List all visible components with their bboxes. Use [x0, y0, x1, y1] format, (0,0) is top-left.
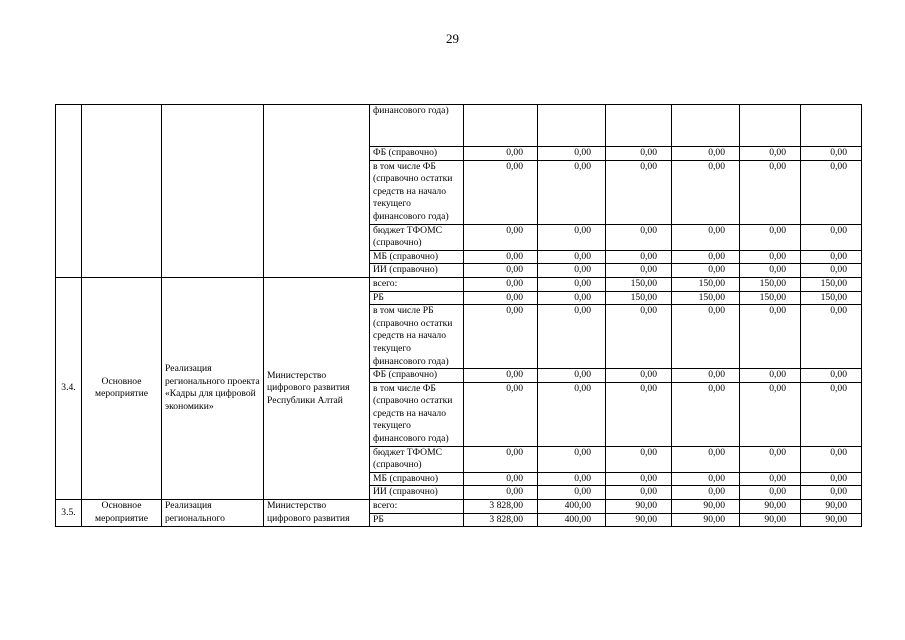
value-cell: 0,00	[464, 224, 538, 250]
value-cell: 0,00	[538, 250, 606, 264]
value-cell: 150,00	[801, 291, 862, 305]
value-cell: 0,00	[740, 382, 801, 446]
source-cell: в том числе РБ (справочно остатки средств на начало текущего финансового года)	[370, 305, 464, 369]
value-cell: 0,00	[740, 472, 801, 486]
value-cell: 400,00	[538, 500, 606, 514]
value-cell: 0,00	[464, 382, 538, 446]
value-cell: 90,00	[740, 513, 801, 527]
source-cell: ФБ (справочно)	[370, 369, 464, 383]
value-cell: 90,00	[740, 500, 801, 514]
value-cell: 0,00	[740, 264, 801, 278]
value-cell: 0,00	[606, 224, 672, 250]
source-cell: бюджет ТФОМС (справочно)	[370, 446, 464, 472]
value-cell: 0,00	[606, 264, 672, 278]
value-cell	[538, 105, 606, 147]
cell-type-prev	[82, 105, 162, 278]
value-cell: 0,00	[740, 369, 801, 383]
value-cell: 90,00	[801, 513, 862, 527]
cell-name-prev	[162, 105, 264, 278]
source-cell: всего:	[370, 500, 464, 514]
value-cell: 0,00	[740, 147, 801, 161]
value-cell: 0,00	[538, 472, 606, 486]
value-cell: 0,00	[801, 382, 862, 446]
value-cell: 0,00	[464, 369, 538, 383]
value-cell: 0,00	[801, 472, 862, 486]
item-number: 3.5.	[56, 500, 82, 527]
value-cell: 0,00	[464, 291, 538, 305]
value-cell: 0,00	[740, 305, 801, 369]
value-cell: 0,00	[740, 224, 801, 250]
value-cell: 0,00	[672, 369, 740, 383]
value-cell: 0,00	[464, 147, 538, 161]
value-cell: 0,00	[538, 264, 606, 278]
value-cell: 0,00	[801, 224, 862, 250]
value-cell: 0,00	[672, 446, 740, 472]
value-cell: 0,00	[606, 305, 672, 369]
value-cell: 0,00	[538, 305, 606, 369]
value-cell: 90,00	[801, 500, 862, 514]
budget-table	[55, 104, 862, 527]
value-cell: 0,00	[801, 147, 862, 161]
value-cell: 150,00	[740, 277, 801, 291]
value-cell: 0,00	[801, 264, 862, 278]
value-cell: 150,00	[801, 277, 862, 291]
value-cell: 0,00	[538, 486, 606, 500]
value-cell: 0,00	[538, 382, 606, 446]
value-cell: 90,00	[672, 500, 740, 514]
value-cell: 0,00	[464, 264, 538, 278]
value-cell: 0,00	[464, 277, 538, 291]
value-cell	[801, 105, 862, 147]
value-cell: 0,00	[672, 224, 740, 250]
value-cell: 0,00	[606, 382, 672, 446]
value-cell: 0,00	[740, 250, 801, 264]
value-cell: 0,00	[672, 472, 740, 486]
source-cell: МБ (справочно)	[370, 472, 464, 486]
value-cell: 0,00	[801, 486, 862, 500]
value-cell: 0,00	[538, 160, 606, 224]
value-cell: 150,00	[606, 277, 672, 291]
value-cell: 90,00	[672, 513, 740, 527]
value-cell: 0,00	[801, 446, 862, 472]
value-cell: 0,00	[801, 305, 862, 369]
value-cell: 0,00	[538, 147, 606, 161]
value-cell: 0,00	[672, 486, 740, 500]
value-cell: 0,00	[740, 486, 801, 500]
value-cell: 90,00	[606, 513, 672, 527]
value-cell: 0,00	[606, 369, 672, 383]
value-cell: 0,00	[606, 160, 672, 224]
value-cell: 0,00	[538, 446, 606, 472]
value-cell: 0,00	[672, 160, 740, 224]
item-executor: Министерство цифрового развития Республики Алтай	[264, 277, 370, 499]
value-cell: 150,00	[606, 291, 672, 305]
value-cell	[740, 105, 801, 147]
cell-executor-prev	[264, 105, 370, 278]
source-cell: бюджет ТФОМС (справочно)	[370, 224, 464, 250]
value-cell: 0,00	[464, 446, 538, 472]
value-cell	[672, 105, 740, 147]
table-row	[56, 277, 862, 291]
table-row	[56, 105, 862, 147]
value-cell: 3 828,00	[464, 513, 538, 527]
value-cell: 0,00	[464, 472, 538, 486]
value-cell: 0,00	[801, 369, 862, 383]
value-cell: 90,00	[606, 500, 672, 514]
value-cell: 0,00	[672, 147, 740, 161]
value-cell: 0,00	[606, 250, 672, 264]
item-name: Реализация регионального проекта «Кадры для цифровой экономики»	[162, 277, 264, 499]
source-cell: в том числе ФБ (справочно остатки средств на начало текущего финансового года)	[370, 382, 464, 446]
source-cell: РБ	[370, 513, 464, 527]
value-cell: 0,00	[464, 486, 538, 500]
value-cell: 150,00	[672, 291, 740, 305]
value-cell: 0,00	[801, 160, 862, 224]
item-type: Основное мероприятие	[82, 500, 162, 527]
item-name: Реализация регионального	[162, 500, 264, 527]
value-cell: 0,00	[740, 446, 801, 472]
value-cell: 0,00	[672, 264, 740, 278]
source-cell: ФБ (справочно)	[370, 147, 464, 161]
value-cell: 0,00	[538, 224, 606, 250]
page-number: 29	[446, 31, 459, 46]
value-cell: 0,00	[606, 472, 672, 486]
value-cell: 0,00	[740, 160, 801, 224]
value-cell	[606, 105, 672, 147]
value-cell: 0,00	[672, 250, 740, 264]
value-cell: 0,00	[672, 382, 740, 446]
value-cell	[464, 105, 538, 147]
cell-number-prev	[56, 105, 82, 278]
value-cell: 0,00	[606, 147, 672, 161]
value-cell: 0,00	[538, 369, 606, 383]
value-cell: 0,00	[606, 486, 672, 500]
item-number: 3.4.	[56, 277, 82, 499]
item-executor: Министерство цифрового развития	[264, 500, 370, 527]
value-cell: 0,00	[464, 160, 538, 224]
source-cell: всего:	[370, 277, 464, 291]
value-cell: 0,00	[464, 305, 538, 369]
item-type: Основное мероприятие	[82, 277, 162, 499]
value-cell: 0,00	[538, 291, 606, 305]
table-row	[56, 500, 862, 514]
value-cell: 0,00	[606, 446, 672, 472]
source-cell: финансового года)	[370, 105, 464, 147]
value-cell: 0,00	[464, 250, 538, 264]
source-cell: в том числе ФБ (справочно остатки средств на начало текущего финансового года)	[370, 160, 464, 224]
source-cell: РБ	[370, 291, 464, 305]
source-cell: ИИ (справочно)	[370, 486, 464, 500]
value-cell: 150,00	[740, 291, 801, 305]
value-cell: 0,00	[538, 277, 606, 291]
value-cell: 0,00	[801, 250, 862, 264]
source-cell: МБ (справочно)	[370, 250, 464, 264]
value-cell: 400,00	[538, 513, 606, 527]
value-cell: 150,00	[672, 277, 740, 291]
value-cell: 0,00	[672, 305, 740, 369]
value-cell: 3 828,00	[464, 500, 538, 514]
source-cell: ИИ (справочно)	[370, 264, 464, 278]
